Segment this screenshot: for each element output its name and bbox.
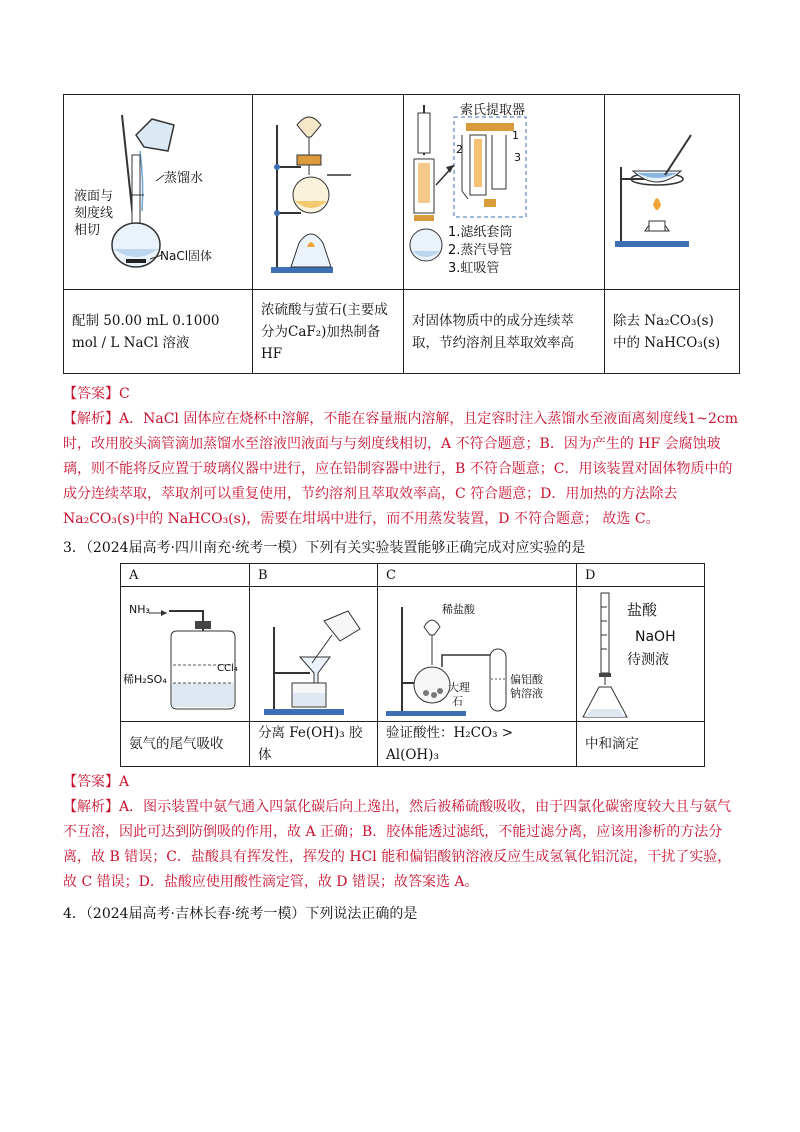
question-4: 4．（2024届高考·吉林长春·统考一模）下列说法正确的是	[63, 906, 418, 922]
soxhlet-part-1: 1	[512, 129, 519, 142]
label-hcl: 盐酸	[627, 601, 658, 619]
soxhlet-extractor-diagram	[404, 95, 604, 289]
apparatus-table-1	[63, 94, 740, 374]
label-aluminate-2: 钠溶液	[510, 687, 543, 700]
legend-vapor-tube: 2.蒸汽导管	[448, 243, 513, 258]
caption-b-1: 浓硫酸与萤石(主要成分为CaF₂)加热制备HF	[253, 290, 404, 374]
caption-a-1: 配制 50.00 mL 0.1000 mol / L NaCl 溶液	[64, 290, 253, 374]
label-liquid-surface: 液面与	[74, 189, 114, 204]
hf-apparatus-diagram	[253, 95, 403, 289]
label-nacl-solid: NaCl固体	[160, 249, 213, 263]
label-tangent: 相切	[74, 223, 101, 238]
cell-soxhlet-extractor	[404, 95, 605, 290]
soxhlet-part-2: 2	[456, 143, 463, 156]
soxhlet-title: 索氏提取器	[460, 103, 526, 118]
label-ccl4: CCl₄	[217, 663, 238, 674]
option-letter-c: C	[378, 564, 577, 587]
answer-1: 【答案】C	[63, 386, 130, 402]
caption-c-2: 验证酸性：H₂CO₃ > Al(OH)₃	[378, 722, 577, 767]
cell-evaporation-dish	[605, 95, 740, 290]
legend-filter-thimble: 1.滤纸套筒	[448, 225, 513, 240]
caption-d-2: 中和滴定	[577, 722, 705, 767]
label-dilute-hcl: 稀盐酸	[442, 603, 475, 616]
cell-titration	[577, 587, 705, 722]
filtration-diagram	[250, 587, 376, 721]
question-3: 3．（2024届高考·四川南充·统考一模）下列有关实验装置能够正确完成对应实验的是	[63, 540, 586, 556]
soxhlet-part-3: 3	[514, 151, 521, 164]
label-nh3: NH₃	[129, 603, 150, 616]
option-letter-d: D	[577, 564, 705, 587]
cell-hf-apparatus	[253, 95, 404, 290]
analysis-1: 【解析】A．NaCl 固体应在烧杯中溶解，不能在容量瓶内溶解，且定容时注入蒸馏水至液面离刻度线1~2cm时，改用胶头滴管滴加蒸馏水至溶液凹液面与与刻度线相切，A 不符合题意；B．因为产生的 HF 会腐蚀玻璃，则不能将反应置于玻璃仪器中进行，应在铅制容器中进行，B 不符合题意；C．用该装置对固体物质中的成分连续萃取，萃取剂可以重复使用，节约溶剂且萃取效率高，C 符合题意；D．用加热的方法除去 Na₂CO₃(s)中的 NaHCO₃(s)，需要在坩埚中进行，而不用蒸发装置，D 不符合题意； 故选 C。	[63, 411, 739, 527]
option-letter-a: A	[121, 564, 250, 587]
evaporation-diagram	[605, 95, 739, 289]
cell-volumetric-flask	[64, 95, 253, 290]
label-naoh: NaOH	[635, 629, 676, 645]
label-distilled-water: 蒸馏水	[164, 171, 204, 186]
cell-ammonia-absorption	[121, 587, 250, 722]
option-letter-b: B	[250, 564, 378, 587]
caption-b-2: 分离 Fe(OH)₃ 胶体	[250, 722, 378, 767]
legend-siphon-tube: 3.虹吸管	[448, 261, 500, 276]
acidity-verification-diagram	[378, 587, 575, 721]
label-sample: 待测液	[627, 652, 669, 668]
cell-colloid-filtration	[250, 587, 378, 722]
label-scale-line: 刻度线	[74, 206, 114, 221]
label-aluminate-1: 偏铝酸	[510, 673, 543, 686]
label-marble-2: 石	[452, 695, 463, 708]
apparatus-table-2	[120, 563, 705, 767]
answer-2: 【答案】A	[63, 774, 130, 790]
caption-a-2: 氨气的尾气吸收	[121, 722, 250, 767]
analysis-2: 【解析】A．图示装置中氨气通入四氯化碳后向上逸出，然后被稀硫酸吸收，由于四氯化碳密度较大且与氨气不互溶，因此可达到防倒吸的作用，故 A 正确；B．胶体能透过滤纸，不能过滤分离，应该用渗析的方法分离，故 B 错误；C．盐酸具有挥发性，挥发的 HCl 能和偏铝酸钠溶液反应生成氢氧化铝沉淀，干扰了实验，故 C 错误；D．盐酸应使用酸性滴定管，故 D 错误；故答案选 A。	[63, 799, 732, 890]
label-marble-1: 大理	[448, 681, 470, 694]
cell-acidity-verification	[378, 587, 577, 722]
caption-d-1: 除去 Na₂CO₃(s) 中的 NaHCO₃(s)	[605, 290, 740, 374]
caption-c-1: 对固体物质中的成分连续萃取，节约溶剂且萃取效率高	[404, 290, 605, 374]
label-dilute-h2so4: 稀H₂SO₄	[123, 673, 167, 686]
